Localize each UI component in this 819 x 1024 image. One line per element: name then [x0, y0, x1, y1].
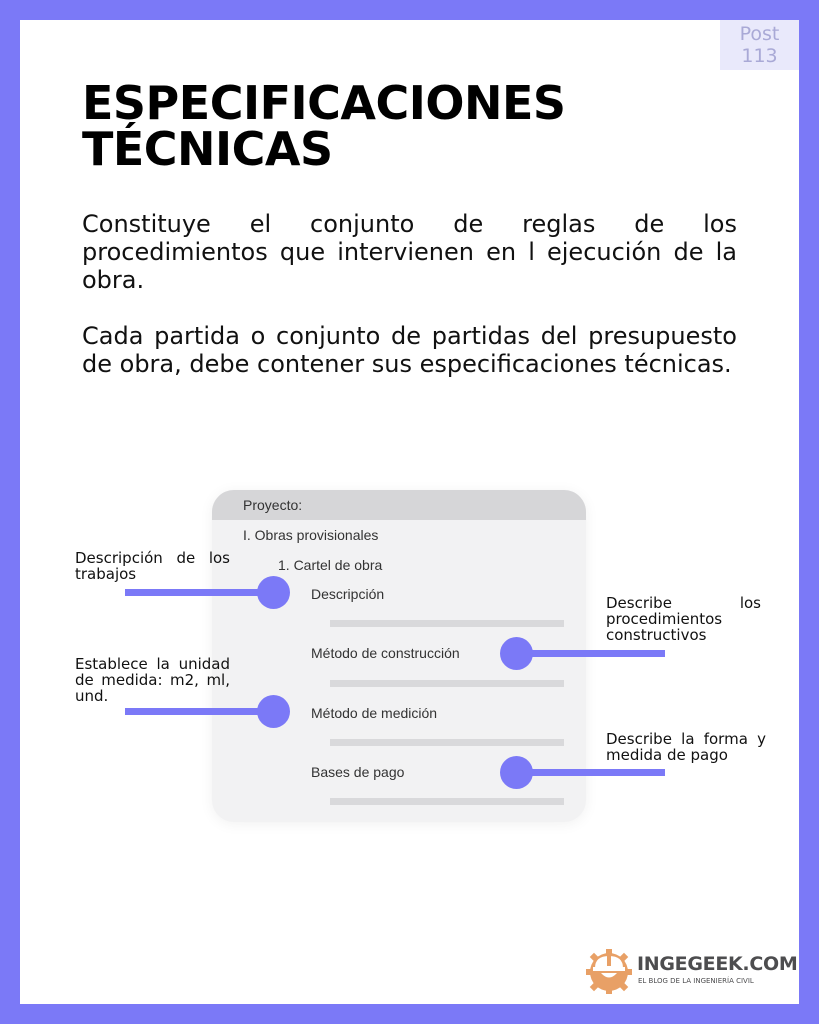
diagram-placeholder-line	[330, 620, 564, 627]
brand-tagline: EL BLOG DE LA INGENIERÍA CIVIL	[638, 977, 754, 985]
diagram-subsection: 1. Cartel de obra	[278, 557, 383, 573]
diagram-header: Proyecto:	[243, 497, 303, 513]
helmet-gear-icon	[584, 944, 634, 994]
connector-line	[125, 589, 275, 596]
annotation-medicion: Establece la unidad de medida: m2, ml, und.	[75, 655, 230, 705]
diagram-item-descripcion: Descripción	[311, 586, 385, 602]
annotation-construccion: Describe los procedimientos constructivos	[606, 594, 761, 644]
post-number: 113	[741, 45, 778, 67]
connector-dot	[500, 637, 533, 670]
brand-name: INGEGEEK.COM	[637, 953, 798, 975]
connector-line	[125, 708, 275, 715]
diagram-placeholder-line	[330, 739, 564, 746]
annotation-pago: Describe la forma y medida de pago	[606, 730, 766, 764]
second-paragraph: Cada partida o conjunto de partidas del presupuesto de obra, debe contener sus especificaciones técnicas.	[82, 322, 737, 378]
post-badge	[720, 20, 799, 70]
connector-dot	[257, 695, 290, 728]
diagram-placeholder-line	[330, 798, 564, 805]
post-label: Post	[739, 23, 780, 45]
diagram-item-metodo-medicion: Método de medición	[311, 705, 438, 721]
connector-line	[515, 769, 665, 776]
connector-line	[515, 650, 665, 657]
diagram-item-metodo-construccion: Método de construcción	[311, 645, 460, 661]
connector-dot	[500, 756, 533, 789]
diagram-section: I. Obras provisionales	[243, 527, 379, 543]
diagram-placeholder-line	[330, 680, 564, 687]
diagram-item-bases-pago: Bases de pago	[311, 764, 405, 780]
page-title: ESPECIFICACIONES TÉCNICAS	[82, 76, 566, 176]
connector-dot	[257, 576, 290, 609]
annotation-descripcion: Descripción de los trabajos	[75, 549, 230, 583]
intro-paragraph: Constituye el conjunto de reglas de los procedimientos que intervienen en l ejecución de la obra.	[82, 210, 737, 294]
